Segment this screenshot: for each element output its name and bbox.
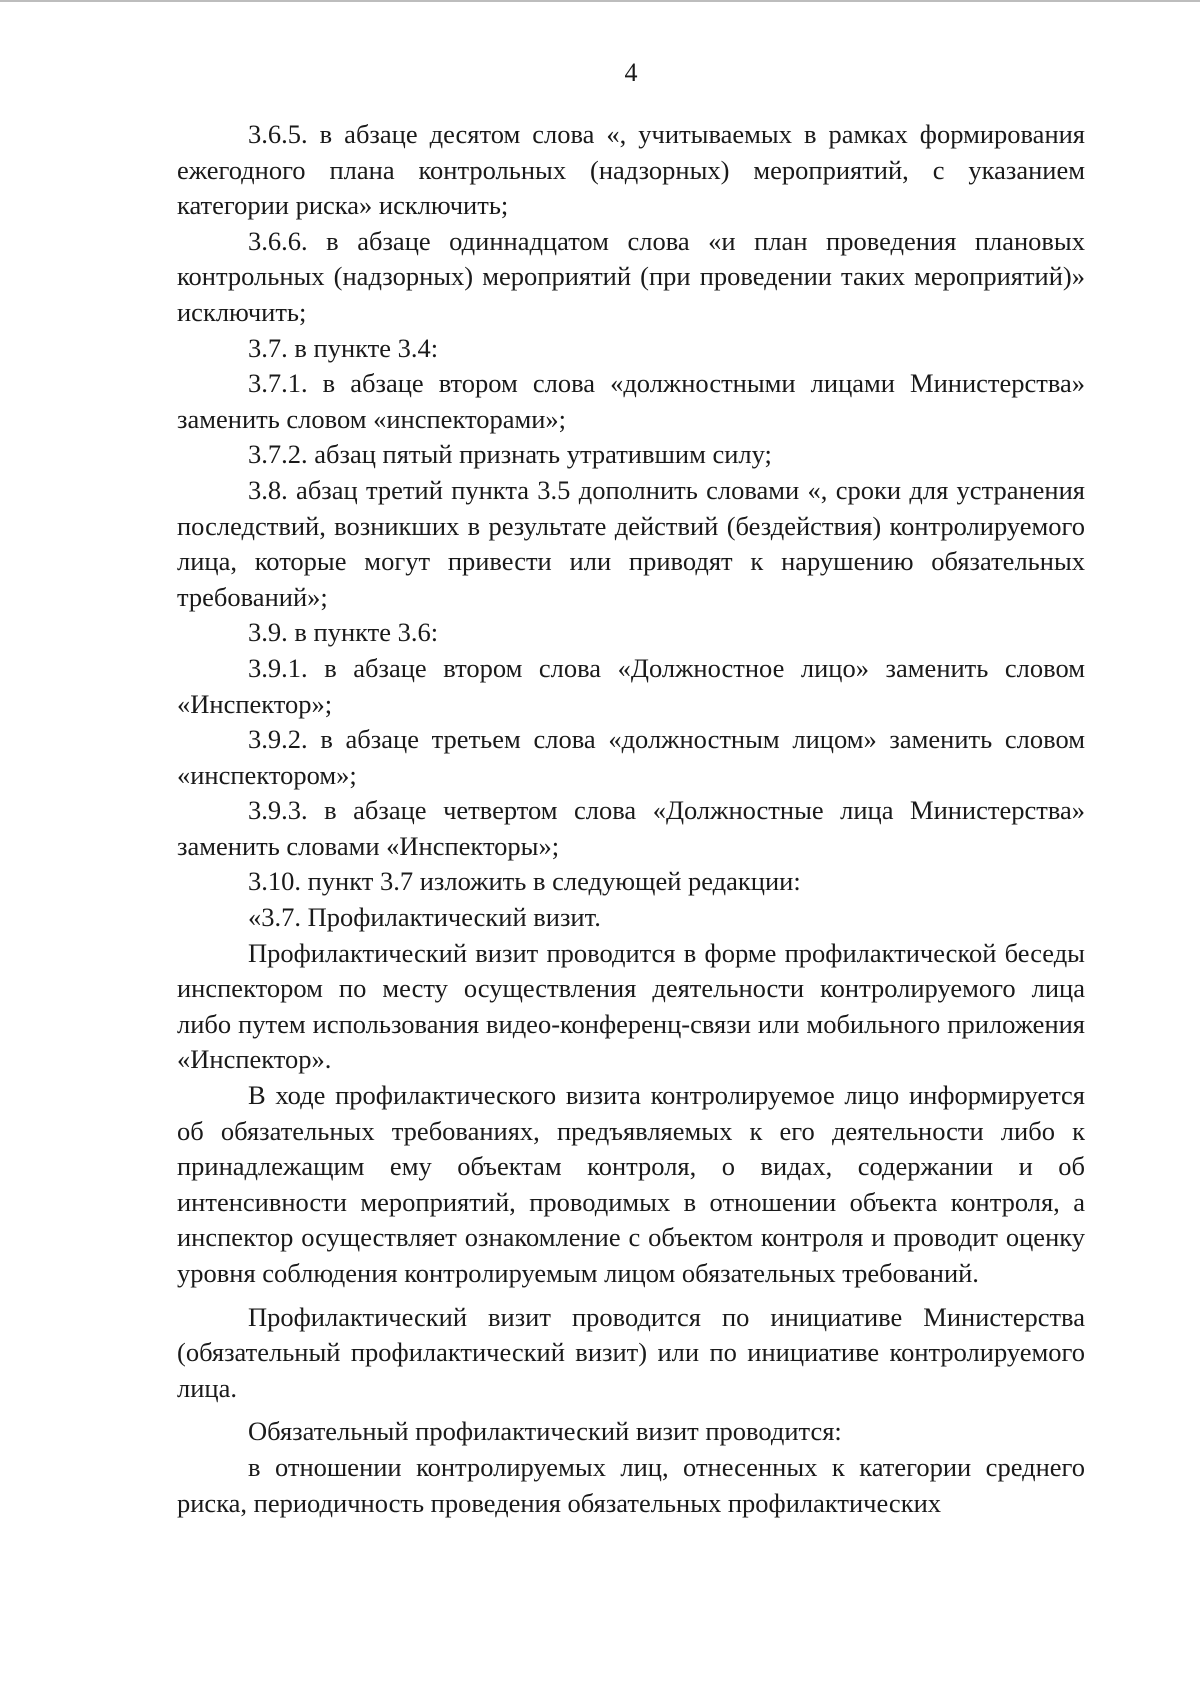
paragraph-3-10: 3.10. пункт 3.7 изложить в следующей редакции: <box>248 866 801 897</box>
paragraph-3-8: 3.8. абзац третий пункта 3.5 дополнить словами «, сроки для устранения последствий, возникших в результате действий (бездействия) контролируемого лица, которые могут привести или приводят к нарушению обязательных требований»; <box>177 474 1085 612</box>
paragraph-3-7: 3.7. в пункте 3.4: <box>248 332 439 363</box>
paragraph-mandatory-visit: Обязательный профилактический визит проводится: <box>248 1416 842 1447</box>
paragraph-3-9-3: 3.9.3. в абзаце четвертом слова «Должностные лица Министерства» заменить словами «Инспекторы»; <box>177 795 1085 861</box>
paragraph-visit-form: Профилактический визит проводится в форме профилактической беседы инспектором по месту осуществления деятельности контролируемого лица либо путем использования видео-конференц-связи или мобильного приложения «Инспектор». <box>177 937 1085 1075</box>
paragraph-3-7-heading: «3.7. Профилактический визит. <box>248 902 601 933</box>
document-body <box>177 117 1085 1521</box>
paragraph-3-6-6: 3.6.6. в абзаце одиннадцатом слова «и план проведения плановых контрольных (надзорных) мероприятий (при проведении таких мероприятий)» исключить; <box>177 225 1085 327</box>
paragraph-visit-initiative: Профилактический визит проводится по инициативе Министерства (обязательный профилактический визит) или по инициативе контролируемого лица. <box>177 1301 1085 1403</box>
paragraph-medium-risk: в отношении контролируемых лиц, отнесенных к категории среднего риска, периодичность проведения обязательных профилактических <box>177 1451 1085 1518</box>
paragraph-3-7-2: 3.7.2. абзац пятый признать утратившим силу; <box>248 439 772 470</box>
paragraph-visit-content: В ходе профилактического визита контролируемое лицо информируется об обязательных требованиях, предъявляемых к его деятельности либо к принадлежащим ему объектам контроля, о видах, содержании и об интенсивности мероприятий, проводимых в отношении объекта контроля, а инспектор осуществляет ознакомление с объектом контроля и проводит оценку уровня соблюдения контролируемым лицом обязательных требований. <box>177 1080 1085 1288</box>
paragraph-3-6-5: 3.6.5. в абзаце десятом слова «, учитываемых в рамках формирования ежегодного плана контрольных (надзорных) мероприятий, с указанием категории риска» исключить; <box>177 119 1085 221</box>
paragraph-3-9-2: 3.9.2. в абзаце третьем слова «должностным лицом» заменить словом «инспектором»; <box>177 724 1085 790</box>
page-number: 4 <box>624 58 638 87</box>
paragraph-3-9: 3.9. в пункте 3.6: <box>248 617 439 648</box>
paragraph-3-7-1: 3.7.1. в абзаце втором слова «должностными лицами Министерства» заменить словом «инспекторами»; <box>177 368 1085 434</box>
paragraph-3-9-1: 3.9.1. в абзаце втором слова «Должностное лицо» заменить словом «Инспектор»; <box>177 652 1085 719</box>
page-top-edge <box>0 0 1200 2</box>
